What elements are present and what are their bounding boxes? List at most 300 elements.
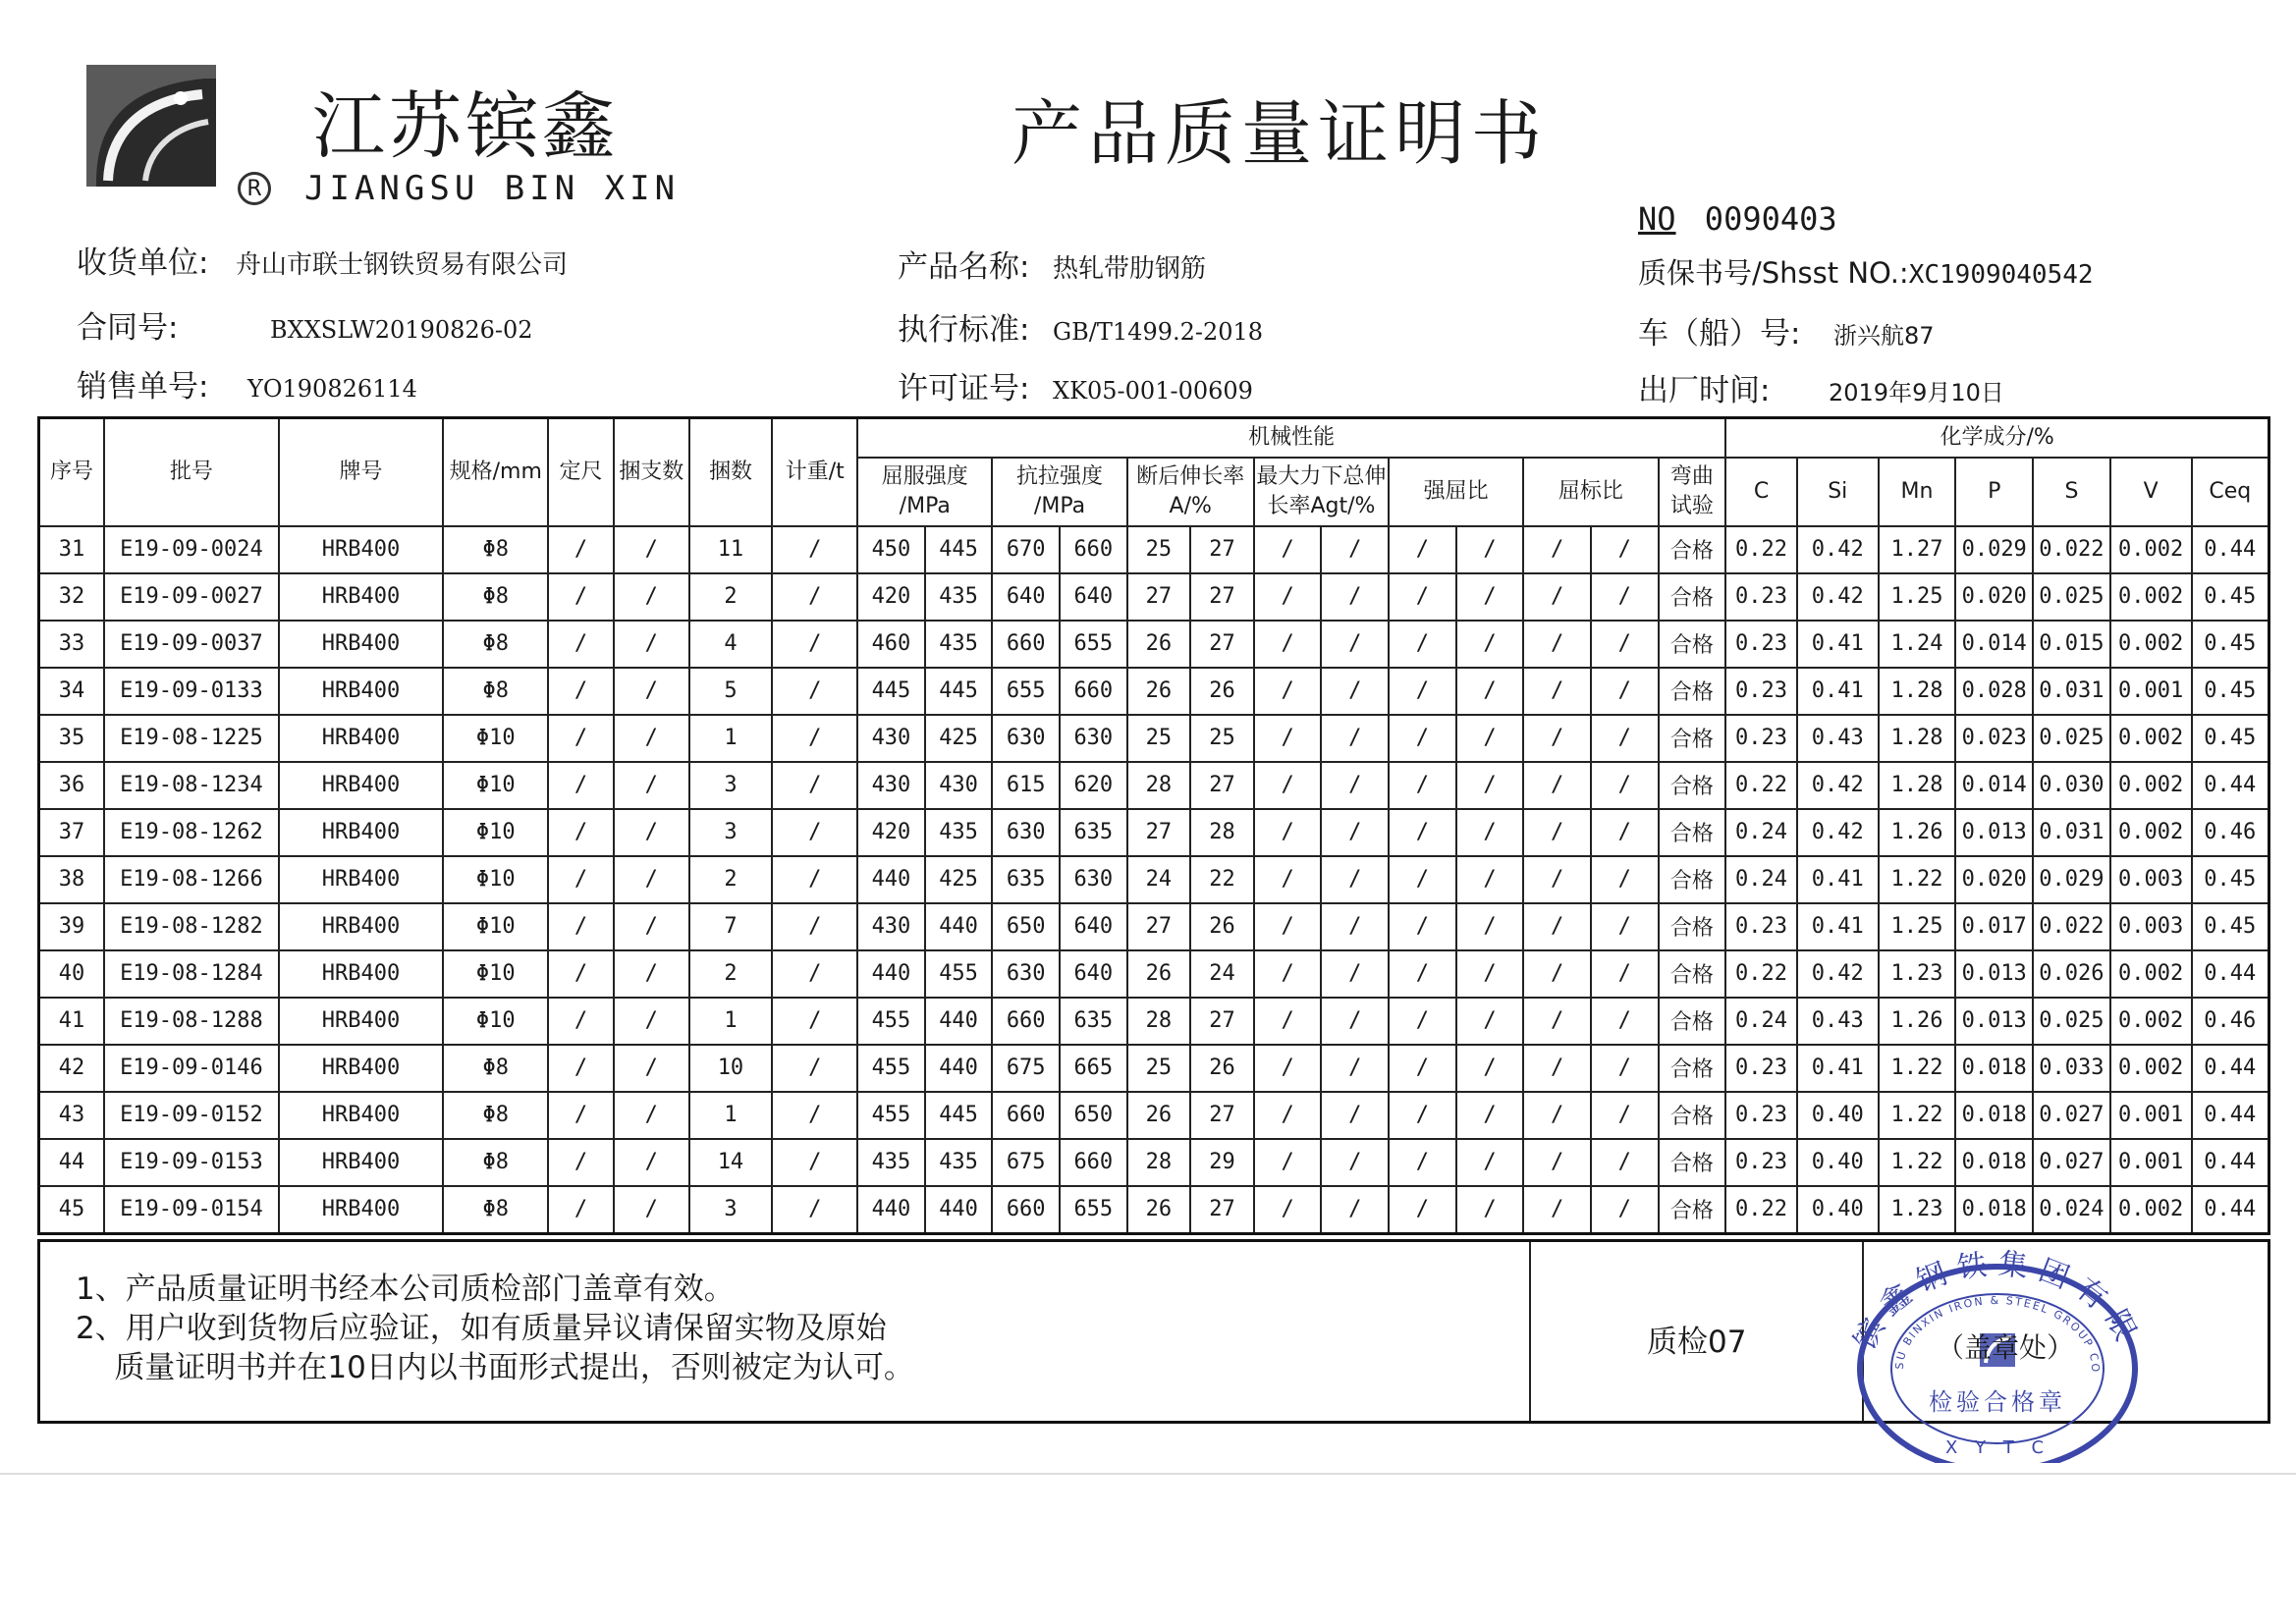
cell-si: 0.42 (1797, 762, 1879, 809)
cell-r3: / (1523, 856, 1591, 903)
cell-spec: Φ8 (443, 1186, 548, 1234)
cell-r2: / (1456, 573, 1524, 621)
table-row (39, 1092, 2269, 1139)
cell-spec: Φ10 (443, 998, 548, 1045)
cell-si: 0.40 (1797, 1139, 1879, 1186)
cell-cnt: / (614, 998, 689, 1045)
cell-s: 0.031 (2033, 668, 2110, 715)
cell-c: 0.23 (1725, 1092, 1797, 1139)
cell-r4: / (1591, 668, 1659, 715)
cell-bend: 合格 (1659, 998, 1726, 1045)
cell-r4: / (1591, 715, 1659, 762)
cell-si: 0.42 (1797, 526, 1879, 573)
cell-e2: 27 (1190, 762, 1254, 809)
date-value: 2019年9月10日 (1829, 379, 2004, 406)
cell-si: 0.41 (1797, 668, 1879, 715)
cell-seq: 43 (39, 1092, 105, 1139)
cell-ceq: 0.44 (2192, 1045, 2269, 1092)
cell-y1: 435 (857, 1139, 925, 1186)
cell-e1: 27 (1127, 809, 1191, 856)
cell-e1: 25 (1127, 715, 1191, 762)
cell-seq: 35 (39, 715, 105, 762)
cell-p: 0.020 (1955, 573, 2033, 621)
cell-y2: 435 (925, 809, 993, 856)
cell-p: 0.014 (1955, 762, 2033, 809)
cell-c: 0.23 (1725, 715, 1797, 762)
cell-v: 0.002 (2110, 573, 2192, 621)
cell-fixed: / (548, 668, 614, 715)
cell-e1: 26 (1127, 1092, 1191, 1139)
header-seq: 序号 (39, 418, 105, 526)
cell-p: 0.013 (1955, 998, 2033, 1045)
cell-t2: 635 (1060, 998, 1127, 1045)
cell-mn: 1.27 (1879, 526, 1956, 573)
cell-r4: / (1591, 856, 1659, 903)
cell-a2: / (1321, 856, 1389, 903)
footer-divider (1529, 1242, 1531, 1421)
cell-t2: 660 (1060, 526, 1127, 573)
consignee-field (77, 238, 568, 282)
cell-bend: 合格 (1659, 621, 1726, 668)
product-field (898, 242, 1206, 286)
cell-grade: HRB400 (279, 1139, 444, 1186)
cell-y2: 440 (925, 1186, 993, 1234)
cell-weight: / (772, 998, 857, 1045)
cell-a1: / (1254, 856, 1322, 903)
cell-s: 0.024 (2033, 1186, 2110, 1234)
cell-e2: 24 (1190, 950, 1254, 998)
cell-r2: / (1456, 950, 1524, 998)
cell-si: 0.43 (1797, 715, 1879, 762)
cell-y1: 445 (857, 668, 925, 715)
cell-y1: 455 (857, 1045, 925, 1092)
vehicle-value: 浙兴航87 (1833, 322, 1935, 350)
header-s: S (2033, 458, 2110, 526)
cell-grade: HRB400 (279, 950, 444, 998)
cert-label: 质保书号/Shsst NO.: (1638, 256, 1909, 290)
cell-grade: HRB400 (279, 621, 444, 668)
cell-e2: 26 (1190, 1045, 1254, 1092)
header-fixed-length: 定尺 (548, 418, 614, 526)
sales-label: 销售单号: (77, 369, 209, 405)
cell-r3: / (1523, 762, 1591, 809)
registered-mark-icon: R (238, 172, 271, 205)
cell-spec: Φ10 (443, 715, 548, 762)
cell-r4: / (1591, 903, 1659, 950)
cell-s: 0.027 (2033, 1139, 2110, 1186)
standard-value: GB/T1499.2-2018 (1053, 318, 1264, 346)
cell-s: 0.029 (2033, 856, 2110, 903)
table-row (39, 950, 2269, 998)
cell-bend: 合格 (1659, 856, 1726, 903)
cell-r3: / (1523, 1092, 1591, 1139)
consignee-label: 收货单位: (77, 245, 209, 281)
cell-r2: / (1456, 1186, 1524, 1234)
cell-e2: 27 (1190, 526, 1254, 573)
cell-c: 0.24 (1725, 809, 1797, 856)
cell-t2: 665 (1060, 1045, 1127, 1092)
cell-v: 0.002 (2110, 809, 2192, 856)
cell-cnt: / (614, 762, 689, 809)
cell-grade: HRB400 (279, 1092, 444, 1139)
cell-seq: 31 (39, 526, 105, 573)
cell-seq: 45 (39, 1186, 105, 1234)
cell-mn: 1.28 (1879, 668, 1956, 715)
cell-bend: 合格 (1659, 1186, 1726, 1234)
cell-c: 0.22 (1725, 762, 1797, 809)
header-chemical: 化学成分/% (1725, 418, 2269, 458)
cell-e1: 26 (1127, 668, 1191, 715)
cell-r2: / (1456, 621, 1524, 668)
cell-mn: 1.22 (1879, 856, 1956, 903)
cell-cnt: / (614, 950, 689, 998)
vehicle-field (1638, 308, 1935, 352)
cell-bundles: 3 (689, 809, 773, 856)
cell-cnt: / (614, 715, 689, 762)
cell-r3: / (1523, 668, 1591, 715)
table-row (39, 998, 2269, 1045)
vehicle-label: 车（船）号: (1638, 316, 1801, 352)
cell-t1: 660 (992, 621, 1060, 668)
cert-field (1638, 251, 2094, 292)
header-batch: 批号 (104, 418, 279, 526)
cell-r4: / (1591, 573, 1659, 621)
header-si: Si (1797, 458, 1879, 526)
cell-si: 0.41 (1797, 1045, 1879, 1092)
cell-mn: 1.28 (1879, 762, 1956, 809)
cell-weight: / (772, 1045, 857, 1092)
cell-y2: 425 (925, 856, 993, 903)
cell-t2: 655 (1060, 1186, 1127, 1234)
stamp-area-label: （盖章处） (1936, 1331, 2075, 1364)
cell-bundles: 3 (689, 1186, 773, 1234)
cell-e2: 28 (1190, 809, 1254, 856)
quality-table (37, 416, 2270, 1235)
cell-fixed: / (548, 903, 614, 950)
cell-batch: E19-09-0146 (104, 1045, 279, 1092)
cell-weight: / (772, 573, 857, 621)
cell-weight: / (772, 526, 857, 573)
cell-r2: / (1456, 668, 1524, 715)
cell-a2: / (1321, 1045, 1389, 1092)
header-p: P (1955, 458, 2033, 526)
cell-ceq: 0.45 (2192, 715, 2269, 762)
cell-a2: / (1321, 998, 1389, 1045)
cell-e2: 22 (1190, 856, 1254, 903)
cell-r4: / (1591, 621, 1659, 668)
cell-mn: 1.22 (1879, 1092, 1956, 1139)
cell-r3: / (1523, 621, 1591, 668)
cell-r2: / (1456, 1045, 1524, 1092)
header-bundles: 捆数 (689, 418, 773, 526)
cell-spec: Φ10 (443, 950, 548, 998)
header-grade: 牌号 (279, 418, 444, 526)
cell-v: 0.002 (2110, 762, 2192, 809)
cell-bundles: 1 (689, 1092, 773, 1139)
cell-r3: / (1523, 715, 1591, 762)
cell-fixed: / (548, 526, 614, 573)
cell-r4: / (1591, 809, 1659, 856)
note-2: 2、用户收到货物后应验证，如有质量异议请保留实物及原始 (76, 1311, 887, 1346)
cell-bend: 合格 (1659, 715, 1726, 762)
cell-v: 0.001 (2110, 1139, 2192, 1186)
cell-v: 0.002 (2110, 1186, 2192, 1234)
cell-s: 0.015 (2033, 621, 2110, 668)
cell-y1: 430 (857, 762, 925, 809)
cell-mn: 1.22 (1879, 1139, 1956, 1186)
cell-a1: / (1254, 573, 1322, 621)
cell-fixed: / (548, 1139, 614, 1186)
date-label: 出厂时间: (1638, 373, 1771, 408)
cell-bend: 合格 (1659, 573, 1726, 621)
cell-r3: / (1523, 809, 1591, 856)
cell-a1: / (1254, 1045, 1322, 1092)
cell-c: 0.23 (1725, 621, 1797, 668)
cell-cnt: / (614, 668, 689, 715)
cell-si: 0.41 (1797, 903, 1879, 950)
cell-y1: 460 (857, 621, 925, 668)
table-row (39, 903, 2269, 950)
cell-grade: HRB400 (279, 668, 444, 715)
cell-r4: / (1591, 762, 1659, 809)
cell-bend: 合格 (1659, 809, 1726, 856)
brand-name-cn: 江苏镔鑫 (312, 84, 619, 169)
cell-t1: 670 (992, 526, 1060, 573)
cell-r1: / (1389, 526, 1456, 573)
cell-s: 0.026 (2033, 950, 2110, 998)
cell-r1: / (1389, 998, 1456, 1045)
cell-ceq: 0.44 (2192, 526, 2269, 573)
table-row (39, 526, 2269, 573)
cell-v: 0.001 (2110, 668, 2192, 715)
table-row (39, 715, 2269, 762)
cell-r2: / (1456, 903, 1524, 950)
cell-c: 0.23 (1725, 668, 1797, 715)
cell-bend: 合格 (1659, 1045, 1726, 1092)
cell-weight: / (772, 903, 857, 950)
cell-weight: / (772, 715, 857, 762)
cell-ceq: 0.44 (2192, 1092, 2269, 1139)
cell-r2: / (1456, 762, 1524, 809)
cell-batch: E19-08-1284 (104, 950, 279, 998)
brand-en-row (238, 169, 680, 208)
contract-field (77, 302, 533, 347)
cell-si: 0.40 (1797, 1092, 1879, 1139)
cell-v: 0.003 (2110, 903, 2192, 950)
cell-r4: / (1591, 1045, 1659, 1092)
date-field (1638, 365, 2004, 409)
cert-value: XC1909040542 (1908, 260, 2094, 290)
cell-batch: E19-09-0027 (104, 573, 279, 621)
cell-s: 0.025 (2033, 573, 2110, 621)
cell-fixed: / (548, 950, 614, 998)
cell-spec: Φ8 (443, 573, 548, 621)
cell-cnt: / (614, 809, 689, 856)
cell-r3: / (1523, 526, 1591, 573)
cell-y1: 455 (857, 1092, 925, 1139)
contract-label: 合同号: (77, 310, 179, 346)
cell-ceq: 0.45 (2192, 573, 2269, 621)
cell-mn: 1.26 (1879, 809, 1956, 856)
cell-r2: / (1456, 1139, 1524, 1186)
cell-grade: HRB400 (279, 526, 444, 573)
cell-e2: 25 (1190, 715, 1254, 762)
cell-e1: 27 (1127, 903, 1191, 950)
cell-p: 0.018 (1955, 1186, 2033, 1234)
cell-r1: / (1389, 1139, 1456, 1186)
cell-y2: 440 (925, 903, 993, 950)
cell-cnt: / (614, 573, 689, 621)
cell-r3: / (1523, 903, 1591, 950)
cell-a1: / (1254, 526, 1322, 573)
cell-spec: Φ8 (443, 1092, 548, 1139)
cell-y1: 440 (857, 856, 925, 903)
cell-y2: 425 (925, 715, 993, 762)
cell-e1: 28 (1127, 1139, 1191, 1186)
cell-a2: / (1321, 903, 1389, 950)
cell-batch: E19-09-0024 (104, 526, 279, 573)
cell-c: 0.23 (1725, 1139, 1797, 1186)
cell-grade: HRB400 (279, 809, 444, 856)
cell-v: 0.002 (2110, 621, 2192, 668)
cell-bundles: 5 (689, 668, 773, 715)
cell-a1: / (1254, 809, 1322, 856)
cell-a2: / (1321, 950, 1389, 998)
cell-spec: Φ10 (443, 809, 548, 856)
cell-t1: 630 (992, 950, 1060, 998)
sales-value: YO190826114 (247, 375, 417, 403)
cell-y1: 450 (857, 526, 925, 573)
cell-si: 0.40 (1797, 1186, 1879, 1234)
cell-si: 0.41 (1797, 856, 1879, 903)
cell-bundles: 7 (689, 903, 773, 950)
cell-cnt: / (614, 1045, 689, 1092)
cell-r2: / (1456, 856, 1524, 903)
header-spec: 规格/mm (443, 418, 548, 526)
cell-mn: 1.25 (1879, 903, 1956, 950)
cell-r3: / (1523, 1139, 1591, 1186)
cell-a2: / (1321, 1092, 1389, 1139)
cell-grade: HRB400 (279, 1186, 444, 1234)
cell-bend: 合格 (1659, 762, 1726, 809)
cell-r1: / (1389, 903, 1456, 950)
header-bundle-count: 捆支数 (614, 418, 689, 526)
cell-r1: / (1389, 1045, 1456, 1092)
cell-t1: 640 (992, 573, 1060, 621)
cell-v: 0.002 (2110, 1045, 2192, 1092)
header-ceq: Ceq (2192, 458, 2269, 526)
cell-grade: HRB400 (279, 573, 444, 621)
cell-r3: / (1523, 1186, 1591, 1234)
cell-spec: Φ8 (443, 668, 548, 715)
cell-a1: / (1254, 621, 1322, 668)
cell-weight: / (772, 856, 857, 903)
cell-c: 0.24 (1725, 856, 1797, 903)
cell-y1: 440 (857, 950, 925, 998)
cell-batch: E19-08-1225 (104, 715, 279, 762)
cell-bundles: 1 (689, 998, 773, 1045)
cell-a1: / (1254, 668, 1322, 715)
cell-r1: / (1389, 668, 1456, 715)
cell-c: 0.22 (1725, 526, 1797, 573)
cell-spec: Φ8 (443, 621, 548, 668)
cell-si: 0.43 (1797, 998, 1879, 1045)
table-body (39, 526, 2269, 1234)
cell-r1: / (1389, 621, 1456, 668)
page-edge (0, 1473, 2296, 1475)
cell-r2: / (1456, 809, 1524, 856)
cell-r4: / (1591, 526, 1659, 573)
cell-bundles: 3 (689, 762, 773, 809)
qc-inspector: 质检07 (1647, 1325, 1747, 1360)
cell-a2: / (1321, 621, 1389, 668)
cell-p: 0.018 (1955, 1139, 2033, 1186)
cell-y1: 440 (857, 1186, 925, 1234)
cell-y1: 420 (857, 573, 925, 621)
cell-r1: / (1389, 809, 1456, 856)
cell-a1: / (1254, 998, 1322, 1045)
table-row (39, 668, 2269, 715)
cell-mn: 1.28 (1879, 715, 1956, 762)
stamp-bottom-text: 检验合格章 (1929, 1388, 2066, 1416)
brand-name-en: JIANGSU BIN XIN (304, 169, 681, 208)
cell-r1: / (1389, 950, 1456, 998)
cell-y2: 435 (925, 573, 993, 621)
cell-t2: 620 (1060, 762, 1127, 809)
license-label: 许可证号: (898, 371, 1030, 406)
cell-p: 0.013 (1955, 809, 2033, 856)
cell-p: 0.017 (1955, 903, 2033, 950)
header-c: C (1725, 458, 1797, 526)
cell-ceq: 0.45 (2192, 668, 2269, 715)
cell-t1: 630 (992, 715, 1060, 762)
cell-t1: 675 (992, 1045, 1060, 1092)
cell-fixed: / (548, 1045, 614, 1092)
cell-bundles: 2 (689, 573, 773, 621)
cell-fixed: / (548, 621, 614, 668)
cell-fixed: / (548, 856, 614, 903)
cell-t2: 640 (1060, 950, 1127, 998)
cell-y2: 445 (925, 1092, 993, 1139)
cell-fixed: / (548, 573, 614, 621)
stamp-code: X Y T C (1944, 1437, 2050, 1458)
cell-a2: / (1321, 573, 1389, 621)
cell-mn: 1.24 (1879, 621, 1956, 668)
cell-si: 0.41 (1797, 621, 1879, 668)
inspection-stamp (1838, 1231, 2157, 1463)
cell-c: 0.22 (1725, 950, 1797, 998)
cell-s: 0.031 (2033, 809, 2110, 856)
cell-batch: E19-08-1234 (104, 762, 279, 809)
cell-grade: HRB400 (279, 998, 444, 1045)
cell-e1: 27 (1127, 573, 1191, 621)
cell-spec: Φ8 (443, 1045, 548, 1092)
cell-r4: / (1591, 950, 1659, 998)
cell-batch: E19-09-0133 (104, 668, 279, 715)
cell-bend: 合格 (1659, 950, 1726, 998)
cell-weight: / (772, 1139, 857, 1186)
cell-bend: 合格 (1659, 1092, 1726, 1139)
cell-bundles: 2 (689, 856, 773, 903)
cell-t2: 660 (1060, 668, 1127, 715)
cell-a2: / (1321, 809, 1389, 856)
cell-t1: 635 (992, 856, 1060, 903)
cell-p: 0.023 (1955, 715, 2033, 762)
cell-e1: 25 (1127, 1045, 1191, 1092)
cell-si: 0.42 (1797, 573, 1879, 621)
cell-r1: / (1389, 762, 1456, 809)
standard-label: 执行标准: (898, 312, 1030, 348)
